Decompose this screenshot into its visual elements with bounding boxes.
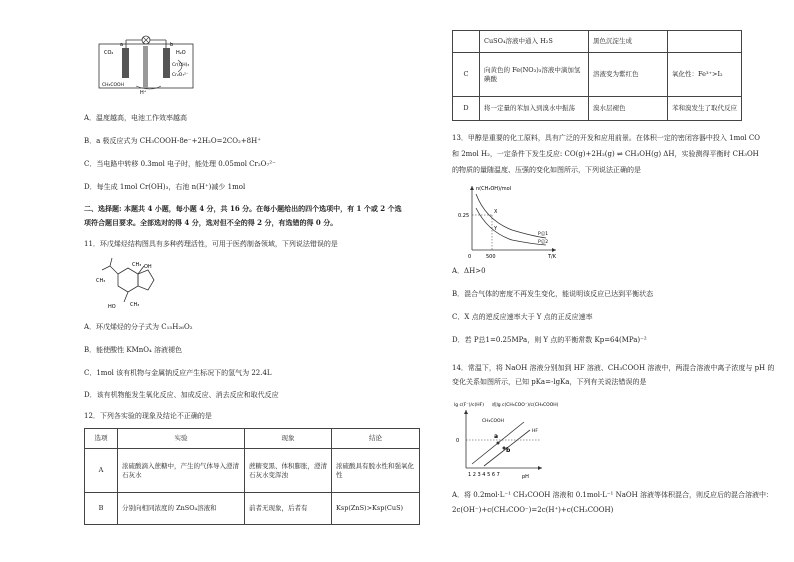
q13-xtick1: 500 [486, 254, 496, 260]
q13-xlabel: T/K [548, 254, 557, 260]
q14-xlabel: pH [522, 474, 529, 480]
table-row [453, 97, 742, 121]
svg-text:CH₃: CH₃ [132, 262, 142, 268]
table-cell [668, 31, 742, 53]
label-co2: CO₂ [104, 50, 114, 56]
q11-option-b: B．能使酸性 KMnO₄ 溶液褪色 [84, 346, 183, 354]
q13-option-c: C．X 点的逆反应速率大于 Y 点的正反应速率 [452, 313, 593, 321]
table-cell: A [85, 449, 118, 493]
table-header-phenomenon: 现象 [245, 429, 332, 449]
q14-series-hf: HF [532, 429, 538, 434]
q13-p1: P总1 [538, 232, 549, 237]
q14-point-a: a [494, 433, 499, 440]
right-column [452, 0, 775, 562]
table-header-conclusion: 结论 [332, 429, 420, 449]
table-header-option: 选项 [85, 429, 118, 449]
q14-option-a-line1: A．将 0.2mol·L⁻¹ CH₃COOH 溶液和 0.1mol·L⁻¹ NaOH 溶液等体积混合，则反应后的混合溶液中： [452, 491, 773, 499]
q13-p2: P总2 [538, 240, 549, 245]
q13-point-x: X [494, 209, 498, 215]
q13-stem-line1: 13．甲醇是重要的化工原料，具有广泛的开发和应用前景。在体积一定的密闭容器中投入 1mol CO [452, 134, 760, 142]
table-cell: 苯和溴发生了取代反应 [668, 97, 742, 121]
q13-xtick0: 0 [468, 254, 472, 260]
q13-point-y: Y [494, 226, 498, 232]
q13-stem-line2: 和 2mol H₂，一定条件下发生反应: CO(g)+2H₂(g) ⇌ CH₃OH(g) ΔH，实验测得平衡时 CH₃OH [452, 150, 759, 158]
label-h2o: H₂O [176, 50, 186, 56]
q14-origin: 0 [456, 438, 460, 444]
table-row [85, 493, 420, 525]
table-cell: 氧化性：Fe³⁺>I₂ [668, 53, 742, 97]
table-cell: C [453, 53, 480, 97]
table-cell: 黑色沉淀生成 [589, 31, 668, 53]
label-a: a [120, 42, 124, 48]
q14-graph [452, 394, 562, 482]
q10-option-b: B．a 极反应式为 CH₃COOH-8e⁻+2H₂O=2CO₂+8H⁺ [84, 137, 261, 145]
q11-option-c: C．1mol 该有机物与金属钠反应产生标况下的氢气为 22.4L [84, 369, 272, 377]
table-cell: 浓硫酸滴入蔗糖中，产生的气体导入澄清石灰水 [118, 449, 245, 493]
q10-option-a: A．温度越高，电池工作效率越高 [84, 114, 188, 122]
label-b: b [170, 42, 174, 48]
label-croh3: Cr(OH)₃ [172, 63, 190, 68]
q13-option-a: A．ΔH>0 [452, 267, 486, 275]
svg-text:OH: OH [144, 264, 152, 270]
q12-stem: 12．下列各实验的现象及结论不正确的是 [84, 412, 212, 420]
q14-series-ch3cooh: CH₃COOH [482, 419, 504, 424]
q13-option-b: B．混合气体的密度不再发生变化，能说明该反应已达到平衡状态 [452, 290, 654, 298]
q14-ylabel-b: 或lg c(CH₃COO⁻)/c(CH₃COOH) [492, 403, 559, 408]
q12-table-continued [452, 30, 742, 121]
label-cr2o7: Cr₂O₇²⁻ [172, 73, 189, 78]
table-cell: 溴水层褪色 [589, 97, 668, 121]
table-cell: Ksp(ZnS)>Ksp(CuS) [332, 493, 420, 525]
svg-text:CH₃: CH₃ [130, 302, 140, 308]
q12-table [84, 428, 420, 525]
table-cell [453, 31, 480, 53]
q13-graph [452, 180, 562, 262]
q13-option-d: D．若 P总1=0.25MPa，则 Y 点的平衡常数 Kp=64(MPa)⁻² [452, 336, 647, 344]
table-cell: D [453, 97, 480, 121]
table-row [85, 449, 420, 493]
q13-ylabel: n(CH₃OH)/mol [476, 186, 512, 192]
table-cell: 分别向相同浓度的 ZnSO₄溶液和 [118, 493, 245, 525]
q10-option-d: D．每生成 1mol Cr(OH)₃，右池 n(H⁺)减少 1mol [84, 183, 246, 191]
q14-stem-line1: 14．常温下，将 NaOH 溶液分别加到 HF 溶液、CH₃COOH 溶液中，两混合溶液中离子浓度与 pH 的 [452, 364, 775, 372]
q14-ylabel-a: lg c(F⁻)/c(HF) [454, 403, 484, 408]
molecule-structure [94, 254, 164, 312]
q13-stem-line3: 的物质的量随温度、压强的变化如图所示，下列说法正确的是 [452, 166, 641, 174]
table-row [453, 31, 742, 53]
q11-option-a: A．环戊烯烃的分子式为 C₁₅H₂₆O₂ [84, 323, 193, 331]
label-ch3cooh: CH₃COOH [102, 83, 124, 88]
section2-heading-line1: 二、选择题: 本题共 4 小题，每小题 4 分，共 16 分。在每小题给出的四个选项中，有 1 个或 2 个选 [84, 204, 402, 213]
table-cell: 前者无现象，后者有 [245, 493, 332, 525]
table-cell: 浓硫酸具有脱水性和强氧化性 [332, 449, 420, 493]
q11-stem: 11．环戊烯烃结构图具有多种药理活性，可用于医药制备领域，下列说法错误的是 [84, 240, 338, 248]
q13-ytick: 0.25 [458, 213, 470, 219]
svg-text:HO: HO [108, 304, 116, 310]
battery-diagram [96, 30, 196, 96]
q11-option-d: D．该有机物能发生氧化反应、加成反应、消去反应和取代反应 [84, 391, 279, 399]
section2-heading-line2: 项符合题目要求。全部选对的得 4 分，选对但不全的得 2 分，有选错的得 0 分。 [84, 218, 338, 227]
table-row [85, 429, 420, 449]
table-cell: 溶液变为紫红色 [589, 53, 668, 97]
q14-option-a-line2: 2c(OH⁻)+c(CH₃COO⁻)=2c(H⁺)+c(CH₃COOH) [452, 506, 614, 514]
q10-option-c: C．当电路中转移 0.3mol 电子时，能处理 0.05mol Cr₂O₇²⁻ [84, 160, 276, 168]
table-cell: 向黄色的 Fe(NO₃)₃溶液中滴加氢碘酸 [480, 53, 589, 97]
table-row [453, 53, 742, 97]
table-cell: 将一定量的苯加入到溴水中振荡 [480, 97, 589, 121]
left-column [84, 0, 424, 562]
table-cell: 蔗糖变黑、体积膨胀，澄清石灰水变浑浊 [245, 449, 332, 493]
table-cell: B [85, 493, 118, 525]
q14-point-b: b [506, 447, 511, 454]
q14-xticks: 1 2 3 4 5 6 7 [468, 472, 500, 478]
label-hplus: H⁺ [140, 90, 147, 96]
table-cell: CuSO₄溶液中通入 H₂S [480, 31, 589, 53]
q14-stem-line2: 变化关系如图所示，已知 pKa=-lgKa，下列有关说法错误的是 [452, 378, 647, 386]
svg-text:CH₃: CH₃ [96, 278, 106, 284]
table-header-experiment: 实验 [118, 429, 245, 449]
